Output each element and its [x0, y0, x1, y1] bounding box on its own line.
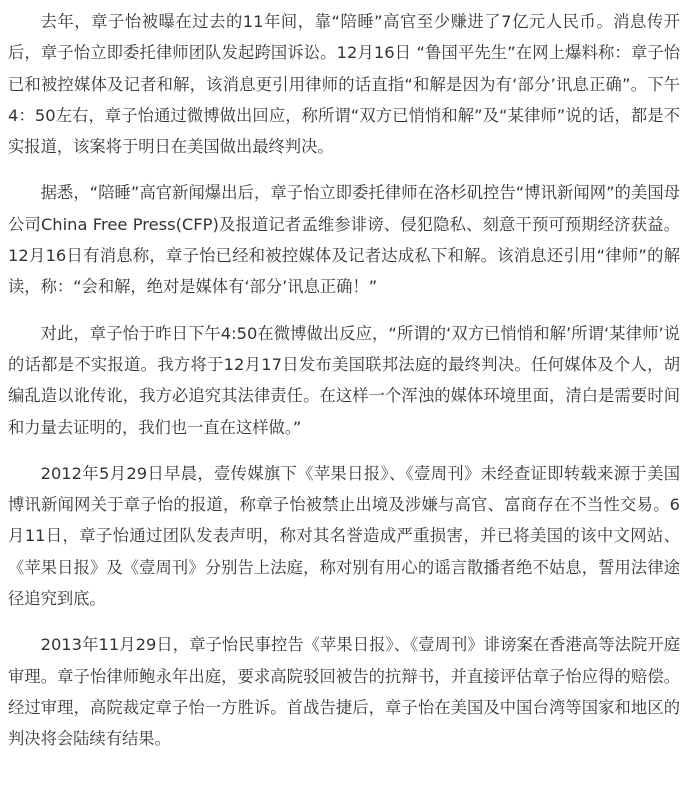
article-paragraph-3: 对此，章子怡于昨日下午4:50在微博做出反应，“所谓的‘双方已悄悄和解’所谓‘某律师’说的话都是不实报道。我方将于12月17日发布美国联邦法庭的最终判决。任何媒体及个人，胡编乱造以讹传讹，我方必追究其法律责任。在这样一个浑浊的媒体环境里面，清白是需要时间和力量去证明的，我们也一直在这样做。” [8, 323, 680, 437]
article-paragraph-2: 据悉，“陪睡”高官新闻爆出后，章子怡立即委托律师在洛杉矶控告“博讯新闻网”的美国母公司China Free Press(CFP)及报道记者孟维参诽谤、侵犯隐私、刻意干预可预期经济获益。12月16日有消息称，章子怡已经和被控媒体及记者达成私下和解。该消息还引用“律师”的解读，称：“会和解，绝对是媒体有‘部分’讯息正确！” [8, 183, 680, 297]
article-paragraph-5: 2013年11月29日，章子怡民事控告《苹果日报》、《壹周刊》诽谤案在香港高等法院开庭审理。章子怡律师鲍永年出庭，要求高院驳回被告的抗辩书，并直接评估章子怡应得的赔偿。经过审理，高院裁定章子怡一方胜诉。首战告捷后，章子怡在美国及中国台湾等国家和地区的判决将会陆续有结果。 [8, 635, 680, 749]
article-paragraph-4: 2012年5月29日早晨，壹传媒旗下《苹果日报》、《壹周刊》未经查证即转载来源于美国博讯新闻网关于章子怡的报道，称章子怡被禁止出境及涉嫌与高官、富商存在不当性交易。6月11日，章子怡通过团队发表声明，称对其名誉造成严重损害，并已将美国的该中文网站、《苹果日报》及《壹周刊》分别告上法庭，称对别有用心的谣言散播者绝不姑息，誓用法律途径追究到底。 [8, 463, 680, 609]
article-paragraph-1: 去年，章子怡被曝在过去的11年间，靠“陪睡”高官至少赚进了7亿元人民币。消息传开后，章子怡立即委托律师团队发起跨国诉讼。12月16日 “鲁国平先生”在网上爆料称：章子怡已和被控媒体及记者和解，该消息更引用律师的话直指“和解是因为有‘部分’讯息正确”。下午4：50左右，章子怡通过微博做出回应，称所谓“双方已悄悄和解”及“某律师”说的话，都是不实报道，该案将于明日在美国做出最终判决。 [8, 12, 680, 157]
